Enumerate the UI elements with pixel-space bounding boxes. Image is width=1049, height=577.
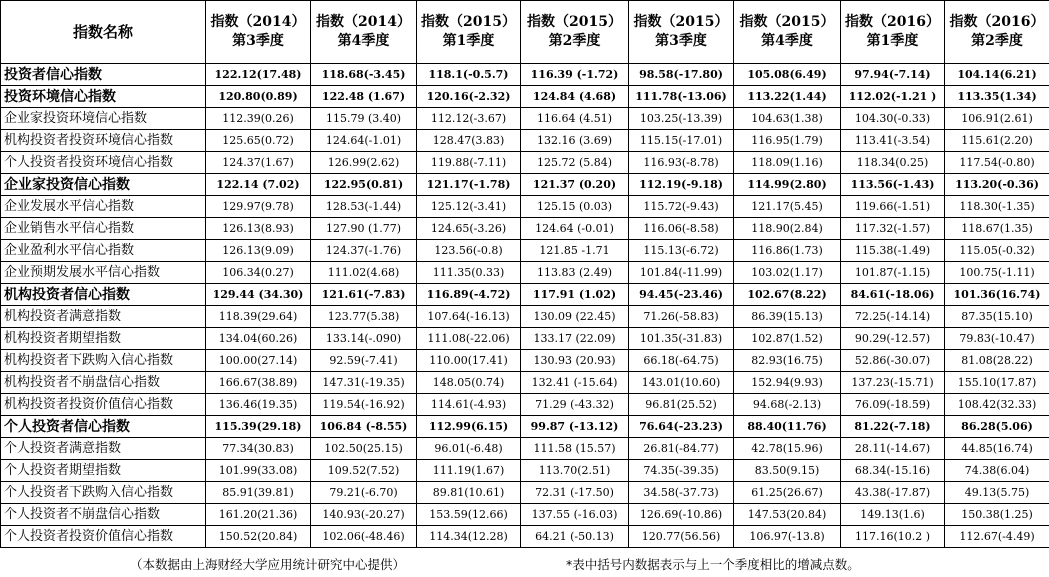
index-value: 113.41(-3.54) [841, 130, 945, 152]
index-value: 124.64(-1.01) [311, 130, 417, 152]
index-value: 112.02(-1.21 ) [841, 86, 945, 108]
index-value: 116.93(-8.78) [629, 152, 734, 174]
index-value: 104.30(-0.33) [841, 108, 945, 130]
index-value: 66.18(-64.75) [629, 350, 734, 372]
table-row [1, 108, 1049, 130]
index-name: 机构投资者投资环境信心指数 [1, 130, 206, 152]
index-name: 企业家投资信心指数 [1, 174, 206, 196]
index-value: 128.53(-1.44) [311, 196, 417, 218]
index-value: 124.37(1.67) [206, 152, 311, 174]
index-value: 76.64(-23.23) [629, 416, 734, 438]
index-value: 112.99(6.15) [417, 416, 521, 438]
index-name: 机构投资者下跌购入信心指数 [1, 350, 206, 372]
index-value: 122.14 (7.02) [206, 174, 311, 196]
period-index-year: 指数（2014） [316, 14, 411, 30]
index-value: 119.66(-1.51) [841, 196, 945, 218]
index-value: 111.58 (15.57) [521, 438, 629, 460]
index-value: 125.15 (0.03) [521, 196, 629, 218]
index-name: 机构投资者满意指数 [1, 306, 206, 328]
table-row [1, 86, 1049, 108]
index-value: 94.45(-23.46) [629, 284, 734, 306]
index-value: 116.89(-4.72) [417, 284, 521, 306]
index-value: 106.84 (-8.55) [311, 416, 417, 438]
period-index-year: 指数（2015） [739, 14, 835, 30]
period-index-year: 指数（2015） [527, 14, 622, 30]
index-value: 102.50(25.15) [311, 438, 417, 460]
index-value: 148.05(0.74) [417, 372, 521, 394]
index-value: 133.14(-.090) [311, 328, 417, 350]
period-quarter: 第4季度 [761, 33, 813, 49]
index-value: 92.59(-7.41) [311, 350, 417, 372]
table-row [1, 174, 1049, 196]
index-value: 112.67(-4.49) [945, 526, 1049, 548]
index-value: 84.61(-18.06) [841, 284, 945, 306]
index-value: 125.12(-3.41) [417, 196, 521, 218]
index-value: 97.94(-7.14) [841, 64, 945, 86]
index-value: 101.36(16.74) [945, 284, 1049, 306]
index-value: 72.31 (-17.50) [521, 482, 629, 504]
index-value: 132.16 (3.69) [521, 130, 629, 152]
table-row [1, 218, 1049, 240]
index-value: 119.88(-7.11) [417, 152, 521, 174]
index-value: 126.13(8.93) [206, 218, 311, 240]
index-value: 104.63(1.38) [734, 108, 841, 130]
index-value: 113.56(-1.43) [841, 174, 945, 196]
index-value: 101.35(-31.83) [629, 328, 734, 350]
period-quarter: 第3季度 [232, 33, 284, 49]
table-row [1, 526, 1049, 548]
index-value: 81.08(28.22) [945, 350, 1049, 372]
index-value: 109.52(7.52) [311, 460, 417, 482]
index-value: 101.84(-11.99) [629, 262, 734, 284]
table-row [1, 460, 1049, 482]
index-value: 118.09(1.16) [734, 152, 841, 174]
index-value: 113.70(2.51) [521, 460, 629, 482]
index-value: 155.10(17.87) [945, 372, 1049, 394]
index-name: 个人投资者期望指数 [1, 460, 206, 482]
index-value: 102.06(-48.46) [311, 526, 417, 548]
index-value: 123.56(-0.8) [417, 240, 521, 262]
index-value: 126.69(-10.86) [629, 504, 734, 526]
index-value: 72.25(-14.14) [841, 306, 945, 328]
index-name-header: 指数名称 [1, 1, 206, 64]
index-value: 114.99(2.80) [734, 174, 841, 196]
index-value: 119.54(-16.92) [311, 394, 417, 416]
period-header [417, 1, 521, 64]
index-value: 113.83 (2.49) [521, 262, 629, 284]
index-value: 76.09(-18.59) [841, 394, 945, 416]
index-value: 111.08(-22.06) [417, 328, 521, 350]
index-value: 94.68(-2.13) [734, 394, 841, 416]
period-header [521, 1, 629, 64]
index-value: 116.86(1.73) [734, 240, 841, 262]
index-value: 121.17(5.45) [734, 196, 841, 218]
table-row [1, 130, 1049, 152]
index-value: 116.39 (-1.72) [521, 64, 629, 86]
index-value: 103.02(1.17) [734, 262, 841, 284]
index-value: 61.25(26.67) [734, 482, 841, 504]
table-row [1, 372, 1049, 394]
index-name: 机构投资者信心指数 [1, 284, 206, 306]
index-value: 101.87(-1.15) [841, 262, 945, 284]
index-value: 90.29(-12.57) [841, 328, 945, 350]
index-value: 88.40(11.76) [734, 416, 841, 438]
index-value: 28.11(-14.67) [841, 438, 945, 460]
index-value: 85.91(39.81) [206, 482, 311, 504]
index-value: 140.93(-20.27) [311, 504, 417, 526]
index-value: 126.13(9.09) [206, 240, 311, 262]
period-index-year: 指数（2016） [845, 14, 940, 30]
period-header [734, 1, 841, 64]
index-name: 机构投资者期望指数 [1, 328, 206, 350]
index-value: 115.39(29.18) [206, 416, 311, 438]
index-value: 86.28(5.06) [945, 416, 1049, 438]
period-quarter: 第1季度 [442, 33, 495, 49]
index-value: 115.13(-6.72) [629, 240, 734, 262]
index-value: 118.30(-1.35) [945, 196, 1049, 218]
index-value: 107.64(-16.13) [417, 306, 521, 328]
period-header [629, 1, 734, 64]
period-index-year: 指数（2015） [421, 14, 516, 30]
index-value: 83.50(9.15) [734, 460, 841, 482]
index-value: 112.19(-9.18) [629, 174, 734, 196]
index-value: 106.97(-13.8) [734, 526, 841, 548]
index-value: 110.00(17.41) [417, 350, 521, 372]
index-value: 117.16(10.2 ) [841, 526, 945, 548]
index-value: 152.94(9.93) [734, 372, 841, 394]
index-value: 161.20(21.36) [206, 504, 311, 526]
index-value: 126.99(2.62) [311, 152, 417, 174]
index-value: 150.38(1.25) [945, 504, 1049, 526]
index-value: 77.34(30.83) [206, 438, 311, 460]
index-value: 115.79 (3.40) [311, 108, 417, 130]
index-name: 个人投资者满意指数 [1, 438, 206, 460]
index-value: 96.81(25.52) [629, 394, 734, 416]
index-value: 114.34(12.28) [417, 526, 521, 548]
index-value: 99.87 (-13.12) [521, 416, 629, 438]
period-quarter: 第2季度 [548, 33, 601, 49]
index-value: 166.67(38.89) [206, 372, 311, 394]
index-value: 101.99(33.08) [206, 460, 311, 482]
table-row [1, 64, 1049, 86]
index-value: 44.85(16.74) [945, 438, 1049, 460]
index-value: 143.01(10.60) [629, 372, 734, 394]
index-value: 81.22(-7.18) [841, 416, 945, 438]
index-value: 125.72 (5.84) [521, 152, 629, 174]
index-value: 124.64 (-0.01) [521, 218, 629, 240]
index-value: 82.93(16.75) [734, 350, 841, 372]
index-value: 87.35(15.10) [945, 306, 1049, 328]
table-row [1, 306, 1049, 328]
table-row [1, 328, 1049, 350]
index-value: 108.42(32.33) [945, 394, 1049, 416]
index-value: 64.21 (-50.13) [521, 526, 629, 548]
index-name: 企业家投资环境信心指数 [1, 108, 206, 130]
index-value: 103.25(-13.39) [629, 108, 734, 130]
index-value: 124.84 (4.68) [521, 86, 629, 108]
index-value: 124.37(-1.76) [311, 240, 417, 262]
index-value: 117.32(-1.57) [841, 218, 945, 240]
index-value: 34.58(-37.73) [629, 482, 734, 504]
index-value: 129.44 (34.30) [206, 284, 311, 306]
table-row [1, 504, 1049, 526]
index-value: 49.13(5.75) [945, 482, 1049, 504]
index-value: 52.86(-30.07) [841, 350, 945, 372]
index-value: 116.64 (4.51) [521, 108, 629, 130]
index-value: 100.75(-1.11) [945, 262, 1049, 284]
index-value: 71.26(-58.83) [629, 306, 734, 328]
index-name: 投资者信心指数 [1, 64, 206, 86]
index-value: 121.37 (0.20) [521, 174, 629, 196]
index-value: 133.17 (22.09) [521, 328, 629, 350]
index-name: 机构投资者投资价值信心指数 [1, 394, 206, 416]
index-value: 132.41 (-15.64) [521, 372, 629, 394]
period-header [841, 1, 945, 64]
period-header [206, 1, 311, 64]
index-value: 115.61(2.20) [945, 130, 1049, 152]
period-index-year: 指数（2014） [210, 14, 306, 30]
index-value: 117.91 (1.02) [521, 284, 629, 306]
index-value: 111.02(4.68) [311, 262, 417, 284]
index-value: 136.46(19.35) [206, 394, 311, 416]
header-row [1, 1, 1049, 64]
index-value: 115.38(-1.49) [841, 240, 945, 262]
index-value: 115.15(-17.01) [629, 130, 734, 152]
index-value: 134.04(60.26) [206, 328, 311, 350]
index-value: 98.58(-17.80) [629, 64, 734, 86]
index-value: 74.35(-39.35) [629, 460, 734, 482]
index-name: 投资环境信心指数 [1, 86, 206, 108]
table-row [1, 262, 1049, 284]
period-quarter: 第2季度 [971, 33, 1023, 49]
index-value: 137.23(-15.71) [841, 372, 945, 394]
index-name: 企业盈利水平信心指数 [1, 240, 206, 262]
source-note: （本数据由上海财经大学应用统计研究中心提供） [130, 557, 406, 572]
index-name: 机构投资者不崩盘信心指数 [1, 372, 206, 394]
period-index-year: 指数（2015） [633, 14, 729, 30]
period-quarter: 第1季度 [866, 33, 919, 49]
index-value: 127.90 (1.77) [311, 218, 417, 240]
index-value: 118.34(0.25) [841, 152, 945, 174]
index-name: 企业销售水平信心指数 [1, 218, 206, 240]
index-value: 102.87(1.52) [734, 328, 841, 350]
index-value: 86.39(15.13) [734, 306, 841, 328]
index-value: 116.06(-8.58) [629, 218, 734, 240]
index-value: 149.13(1.6) [841, 504, 945, 526]
index-value: 118.90(2.84) [734, 218, 841, 240]
index-value: 102.67(8.22) [734, 284, 841, 306]
period-index-year: 指数（2016） [949, 14, 1045, 30]
period-quarter: 第3季度 [655, 33, 707, 49]
index-value: 121.17(-1.78) [417, 174, 521, 196]
index-value: 114.61(-4.93) [417, 394, 521, 416]
index-value: 123.77(5.38) [311, 306, 417, 328]
index-value: 100.00(27.14) [206, 350, 311, 372]
index-name: 个人投资者下跌购入信心指数 [1, 482, 206, 504]
index-value: 113.35(1.34) [945, 86, 1049, 108]
index-name: 个人投资者不崩盘信心指数 [1, 504, 206, 526]
index-value: 43.38(-17.87) [841, 482, 945, 504]
index-name: 个人投资者投资价值信心指数 [1, 526, 206, 548]
index-value: 150.52(20.84) [206, 526, 311, 548]
index-value: 118.67(1.35) [945, 218, 1049, 240]
index-value: 153.59(12.66) [417, 504, 521, 526]
index-value: 68.34(-15.16) [841, 460, 945, 482]
index-value: 120.77(56.56) [629, 526, 734, 548]
table-row [1, 196, 1049, 218]
period-header [945, 1, 1049, 64]
index-value: 124.65(-3.26) [417, 218, 521, 240]
index-name: 企业预期发展水平信心指数 [1, 262, 206, 284]
index-value: 105.08(6.49) [734, 64, 841, 86]
index-value: 147.31(-19.35) [311, 372, 417, 394]
index-value: 120.16(-2.32) [417, 86, 521, 108]
index-value: 117.54(-0.80) [945, 152, 1049, 174]
index-value: 113.22(1.44) [734, 86, 841, 108]
index-value: 104.14(6.21) [945, 64, 1049, 86]
index-value: 96.01(-6.48) [417, 438, 521, 460]
table-row [1, 416, 1049, 438]
table-row [1, 152, 1049, 174]
index-name: 个人投资者投资环境信心指数 [1, 152, 206, 174]
index-value: 118.1(-0.5.7) [417, 64, 521, 86]
table-row [1, 350, 1049, 372]
index-name: 企业发展水平信心指数 [1, 196, 206, 218]
index-value: 106.34(0.27) [206, 262, 311, 284]
index-value: 116.95(1.79) [734, 130, 841, 152]
index-value: 89.81(10.61) [417, 482, 521, 504]
index-value: 112.12(-3.67) [417, 108, 521, 130]
index-value: 115.72(-9.43) [629, 196, 734, 218]
index-value: 118.68(-3.45) [311, 64, 417, 86]
index-value: 118.39(29.64) [206, 306, 311, 328]
index-value: 112.39(0.26) [206, 108, 311, 130]
index-value: 122.12(17.48) [206, 64, 311, 86]
index-name: 个人投资者信心指数 [1, 416, 206, 438]
index-value: 129.97(9.78) [206, 196, 311, 218]
index-value: 121.61(-7.83) [311, 284, 417, 306]
index-value: 79.83(-10.47) [945, 328, 1049, 350]
index-value: 113.20(-0.36) [945, 174, 1049, 196]
bracket-note: *表中括号内数据表示与上一个季度相比的增减点数。 [566, 557, 860, 572]
index-value: 26.81(-84.77) [629, 438, 734, 460]
index-value: 122.48 (1.67) [311, 86, 417, 108]
index-value: 115.05(-0.32) [945, 240, 1049, 262]
table-row [1, 284, 1049, 306]
index-value: 111.19(1.67) [417, 460, 521, 482]
table-row [1, 482, 1049, 504]
index-value: 120.80(0.89) [206, 86, 311, 108]
index-value: 147.53(20.84) [734, 504, 841, 526]
index-value: 74.38(6.04) [945, 460, 1049, 482]
index-value: 125.65(0.72) [206, 130, 311, 152]
index-value: 111.78(-13.06) [629, 86, 734, 108]
period-quarter: 第4季度 [337, 33, 390, 49]
index-value: 71.29 (-43.32) [521, 394, 629, 416]
period-header [311, 1, 417, 64]
index-value: 79.21(-6.70) [311, 482, 417, 504]
index-value: 122.95(0.81) [311, 174, 417, 196]
index-value: 128.47(3.83) [417, 130, 521, 152]
index-value: 42.78(15.96) [734, 438, 841, 460]
index-value: 130.09 (22.45) [521, 306, 629, 328]
index-value: 121.85 -1.71 [521, 240, 629, 262]
table-row [1, 438, 1049, 460]
index-value: 137.55 (-16.03) [521, 504, 629, 526]
index-value: 130.93 (20.93) [521, 350, 629, 372]
table-row [1, 394, 1049, 416]
index-value: 111.35(0.33) [417, 262, 521, 284]
footer [0, 551, 1049, 575]
index-value: 106.91(2.61) [945, 108, 1049, 130]
table-row [1, 240, 1049, 262]
